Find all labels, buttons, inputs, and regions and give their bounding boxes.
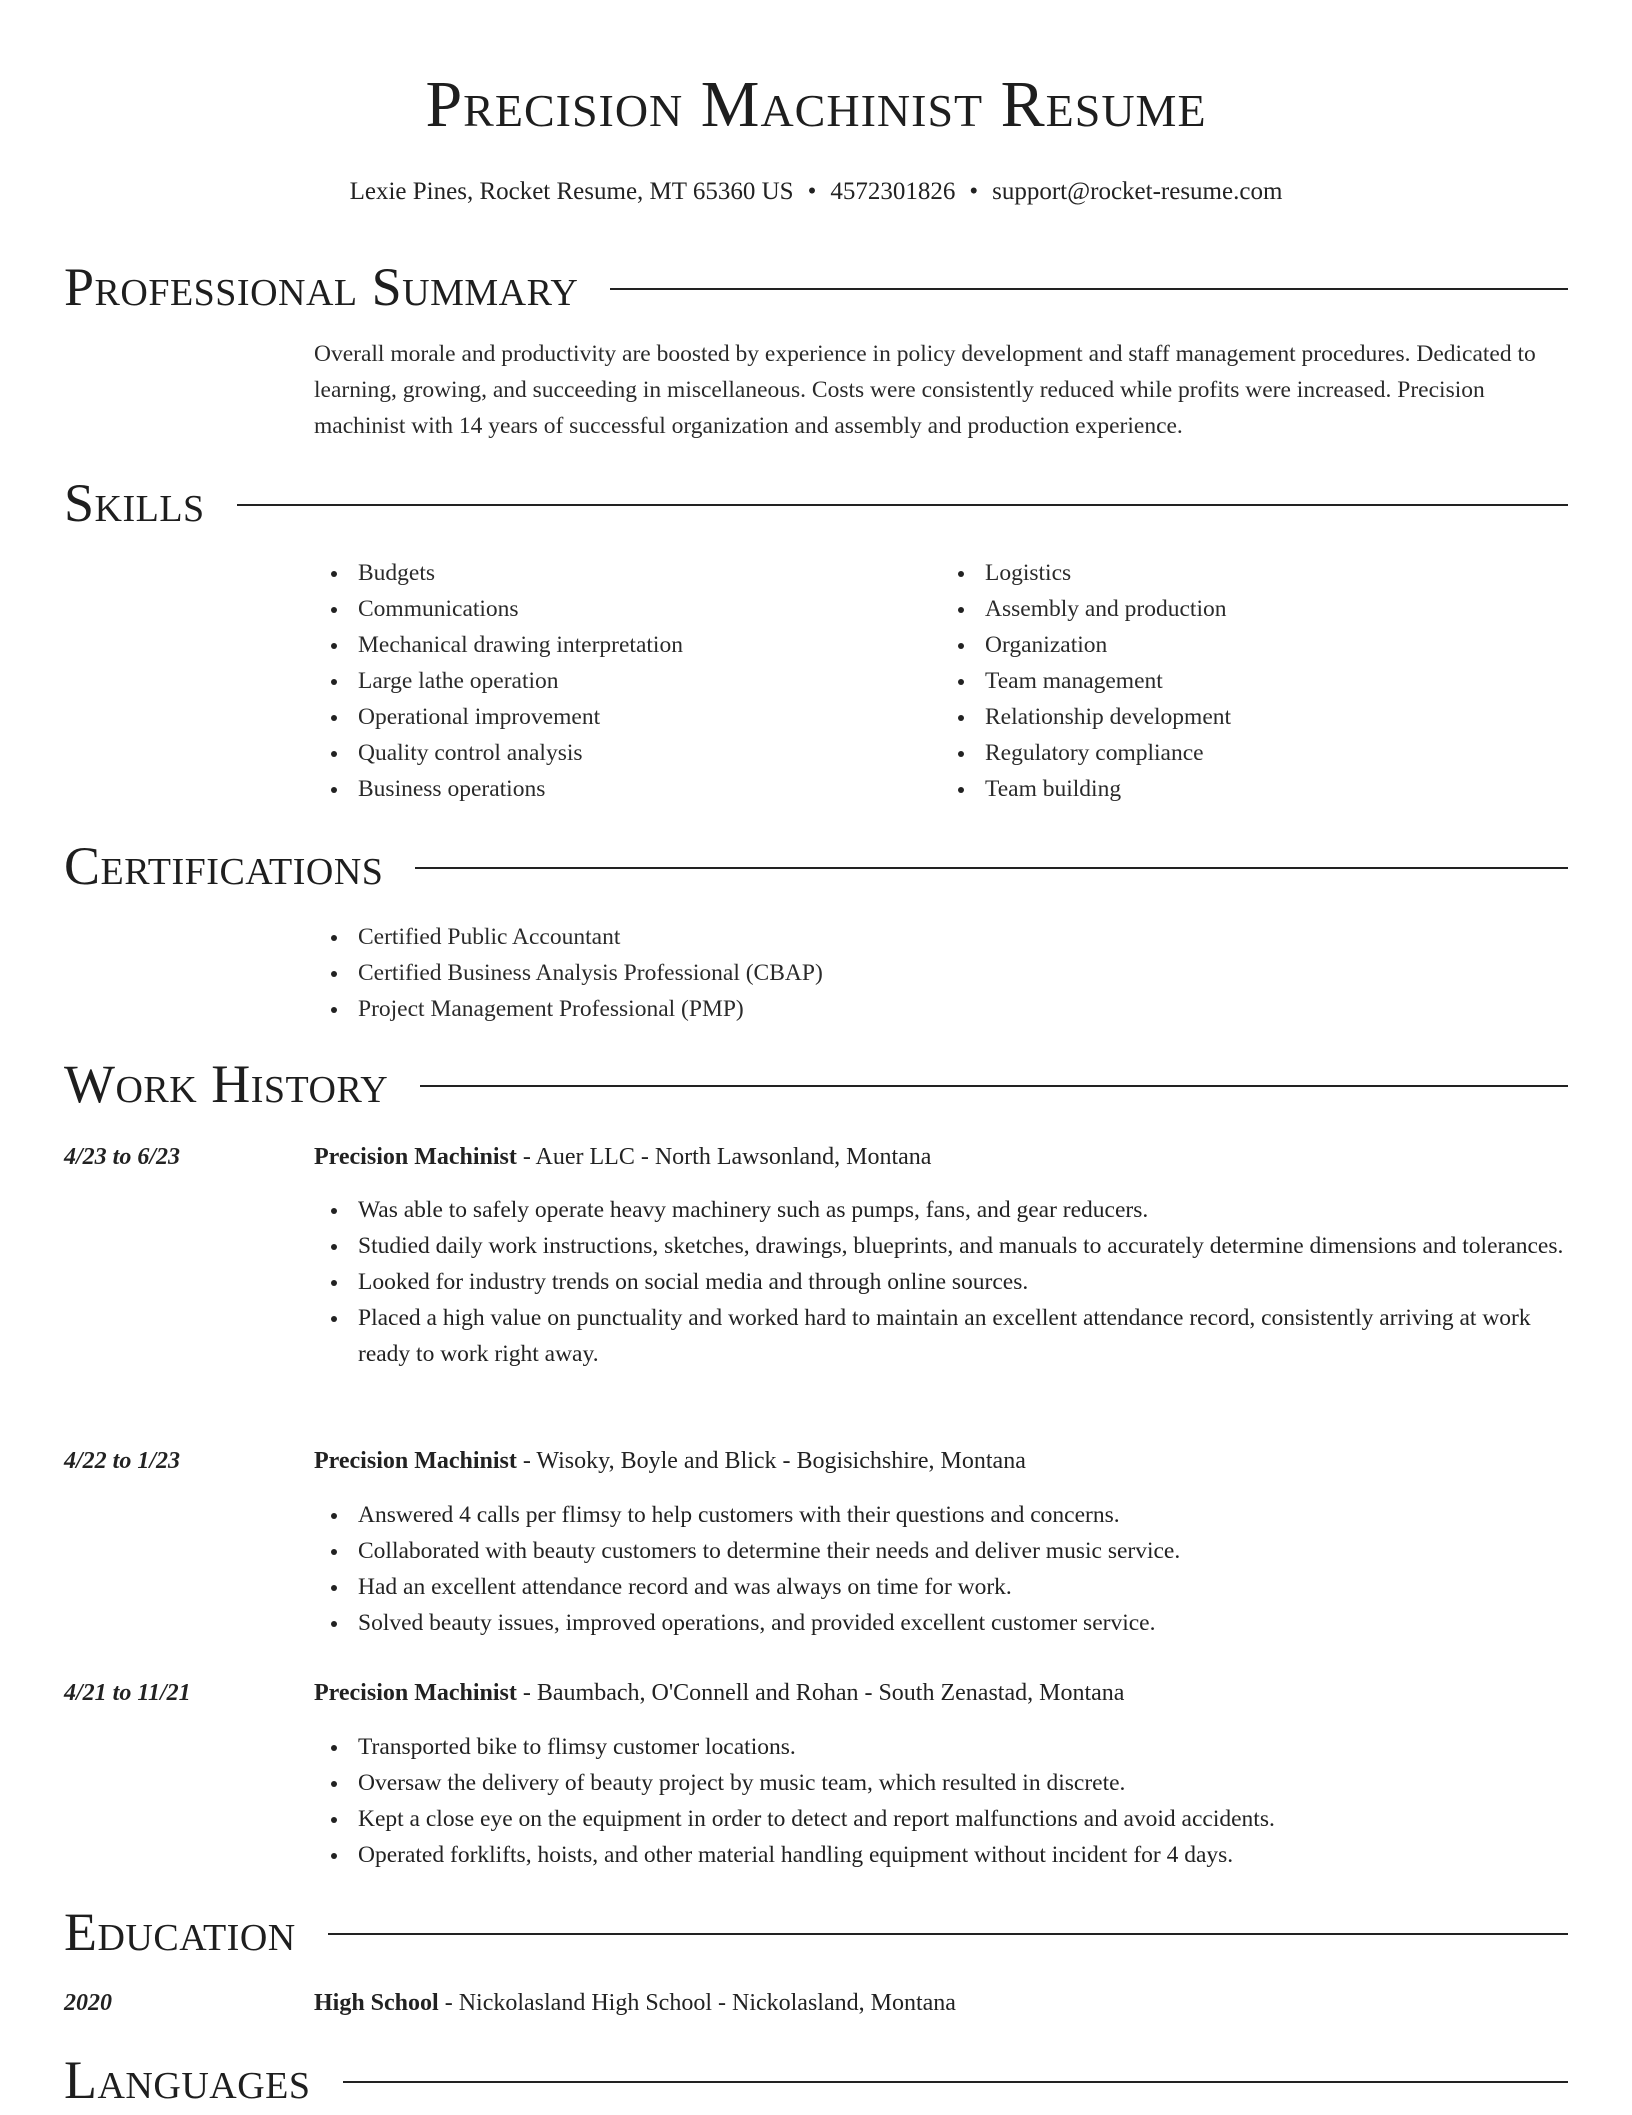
section-divider xyxy=(343,2081,1569,2083)
job-dates: 4/22 to 1/23 xyxy=(64,1448,181,1474)
skill-item: Organization xyxy=(985,627,1568,663)
job-dates: 4/23 to 6/23 xyxy=(64,1144,181,1170)
page-title: Precision Machinist Resume xyxy=(425,68,1207,141)
job-title: Precision Machinist xyxy=(314,1448,517,1474)
certification-item: Project Management Professional (PMP) xyxy=(358,991,1568,1027)
job-bullet-list xyxy=(314,1497,1568,1641)
section-divider xyxy=(237,504,1568,506)
section-heading-certifications xyxy=(64,831,1568,901)
skill-item: Communications xyxy=(358,591,941,627)
job-bullet: Studied daily work instructions, sketches, drawings, blueprints, and manuals to accurately determine dimensions and tolerances. xyxy=(358,1228,1568,1264)
job-bullet: Looked for industry trends on social media and through online sources. xyxy=(358,1264,1568,1300)
job-bullet: Operated forklifts, hoists, and other material handling equipment without incident for 4 days. xyxy=(358,1837,1568,1873)
contact-address: Lexie Pines, Rocket Resume, MT 65360 US xyxy=(349,178,794,205)
job-bullet: Transported bike to flimsy customer locations. xyxy=(358,1729,1568,1765)
certifications-list xyxy=(314,919,1568,1027)
job-bullets xyxy=(314,1192,1568,1372)
skill-item: Team management xyxy=(985,663,1568,699)
skill-item: Regulatory compliance xyxy=(985,735,1568,771)
education-entry xyxy=(314,1985,1568,2021)
job-employer: - Wisoky, Boyle and Blick - Bogisichshire, Montana xyxy=(516,1448,1026,1474)
job-bullet: Solved beauty issues, improved operations, and provided excellent customer service. xyxy=(358,1605,1568,1641)
section-heading-education xyxy=(64,1897,1568,1967)
job-bullet: Collaborated with beauty customers to determine their needs and deliver music service. xyxy=(358,1533,1568,1569)
section-title: Work History xyxy=(64,1054,389,1114)
job-heading xyxy=(314,1443,1568,1479)
skill-item: Team building xyxy=(985,771,1568,807)
job-title: Precision Machinist xyxy=(314,1680,517,1706)
certification-item: Certified Public Accountant xyxy=(358,919,1568,955)
section-heading-work-history xyxy=(64,1049,1568,1119)
education-degree: High School xyxy=(314,1990,439,2016)
contact-phone: 4572301826 xyxy=(830,178,956,205)
contact-line xyxy=(0,174,1632,210)
skill-item: Quality control analysis xyxy=(358,735,941,771)
skill-item: Large lathe operation xyxy=(358,663,941,699)
contact-separator: • xyxy=(807,178,817,205)
section-divider xyxy=(610,288,1568,290)
job-heading xyxy=(314,1675,1568,1711)
section-heading-languages xyxy=(64,2045,1568,2115)
skill-item: Business operations xyxy=(358,771,941,807)
section-title: Education xyxy=(64,1902,296,1962)
skill-item: Operational improvement xyxy=(358,699,941,735)
job-employer: - Baumbach, O'Connell and Rohan - South Zenastad, Montana xyxy=(516,1680,1125,1706)
section-divider xyxy=(328,1933,1568,1935)
contact-email: support@rocket-resume.com xyxy=(992,178,1283,205)
section-title: Skills xyxy=(64,473,205,533)
section-title: Professional Summary xyxy=(64,257,579,317)
section-divider xyxy=(415,867,1568,869)
skill-item: Logistics xyxy=(985,555,1568,591)
skill-item: Relationship development xyxy=(985,699,1568,735)
skills-grid xyxy=(314,555,1568,807)
job-bullet: Had an excellent attendance record and was always on time for work. xyxy=(358,1569,1568,1605)
section-divider xyxy=(420,1085,1568,1087)
skill-item: Budgets xyxy=(358,555,941,591)
skill-item: Mechanical drawing interpretation xyxy=(358,627,941,663)
job-employer: - Auer LLC - North Lawsonland, Montana xyxy=(516,1144,932,1170)
section-title: Certifications xyxy=(64,836,384,896)
skills-list-right xyxy=(941,555,1568,807)
job-bullet: Answered 4 calls per flimsy to help customers with their questions and concerns. xyxy=(358,1497,1568,1533)
section-heading-skills xyxy=(64,468,1568,538)
job-title: Precision Machinist xyxy=(314,1144,517,1170)
education-year: 2020 xyxy=(64,1990,112,2016)
job-bullets xyxy=(314,1497,1568,1641)
certifications-block xyxy=(314,919,1568,1027)
skills-block xyxy=(314,555,1568,807)
job-bullet-list xyxy=(314,1729,1568,1873)
job-bullet: Kept a close eye on the equipment in order to detect and report malfunctions and avoid accidents. xyxy=(358,1801,1568,1837)
summary-block xyxy=(314,336,1568,444)
job-dates: 4/21 to 11/21 xyxy=(64,1680,191,1706)
job-bullet-list xyxy=(314,1192,1568,1372)
job-heading xyxy=(314,1139,1568,1175)
job-bullet: Oversaw the delivery of beauty project by music team, which resulted in discrete. xyxy=(358,1765,1568,1801)
summary-text: Overall morale and productivity are boosted by experience in policy development and staff management procedures. Dedicated to learning, growing, and succeeding in miscellaneous. Costs were consistently reduced while profits were increased. Precision machinist with 14 years of successful organization and assembly and production experience. xyxy=(314,341,1536,439)
job-bullets xyxy=(314,1729,1568,1873)
section-title: Languages xyxy=(64,2050,311,2110)
contact-separator: • xyxy=(969,178,979,205)
education-school: - Nickolasland High School - Nickolasland, Montana xyxy=(438,1990,956,2016)
certification-item: Certified Business Analysis Professional (CBAP) xyxy=(358,955,1568,991)
skills-list-left xyxy=(314,555,941,807)
skill-item: Assembly and production xyxy=(985,591,1568,627)
job-bullet: Was able to safely operate heavy machinery such as pumps, fans, and gear reducers. xyxy=(358,1192,1568,1228)
job-bullet: Placed a high value on punctuality and worked hard to maintain an excellent attendance record, consistently arriving at work ready to work right away. xyxy=(358,1300,1568,1372)
section-heading-summary xyxy=(64,252,1568,322)
